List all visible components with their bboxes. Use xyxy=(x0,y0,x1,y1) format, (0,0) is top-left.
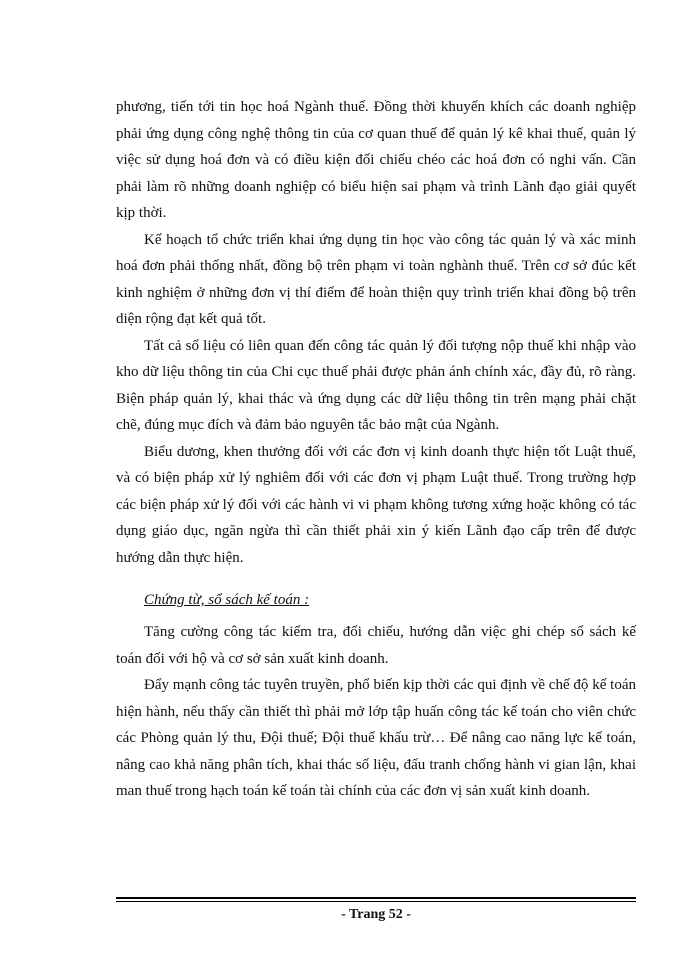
page-number: - Trang 52 - xyxy=(341,907,411,922)
paragraph-accounting-training: Đẩy mạnh công tác tuyên truyền, phổ biến kịp thời các qui định về chế độ kế toán hiện hành, nếu thấy cần thiết thì phải mở lớp tập huấn công tác kế toán cho viên chức các Phòng quản lý thu, Đội thuế; Đội thuế khấu trừ… Để nâng cao năng lực kế toán, nâng cao khả năng phân tích, khai thác số liệu, đấu tranh chống hành vi gian lận, khai man thuế trong hạch toán kế toán tài chính của các đơn vị sản xuất kinh doanh. xyxy=(116,677,636,799)
page-body xyxy=(116,94,636,805)
footer-rule-thin xyxy=(116,901,636,902)
paragraph-commendation: Biểu dương, khen thưởng đối với các đơn vị kinh doanh thực hiện tốt Luật thuế, và có biện pháp xử lý nghiêm đối với các đơn vị phạm Luật thuế. Trong trường hợp các biện pháp xử lý đối với các hành vi vi phạm không tương xứng hoặc không có tác dụng giáo dục, ngăn ngừa thì cần thiết phải xin ý kiến Lãnh đạo cấp trên để được hướng dẫn thực hiện. xyxy=(116,443,636,566)
footer-rule xyxy=(116,897,636,899)
section-spacer xyxy=(116,571,636,587)
paragraph-data-accuracy: Tất cả số liệu có liên quan đến công tác quản lý đối tượng nộp thuế khi nhập vào kho dữ liệu thông tin của Chi cục thuế phải được phản ánh chính xác, đầy đủ, rõ ràng. Biện pháp quản lý, khai thác và ứng dụng các dữ liệu thông tin trên mạng phải chặt chẽ, đúng mục đích và đảm bảo nguyên tắc bảo mật của Ngành. xyxy=(116,337,636,433)
section-heading: Chứng từ, sổ sách kế toán : xyxy=(144,592,310,608)
paragraph-accounting-check: Tăng cường công tác kiểm tra, đối chiếu, hướng dẫn việc ghi chép sổ sách kế toán đối với hộ và cơ sở sản xuất kinh doanh. xyxy=(116,624,636,667)
paragraph-continued: phương, tiến tới tin học hoá Ngành thuế. Đồng thời khuyến khích các doanh nghiệp phải ứng dụng công nghệ thông tin của cơ quan thuế để quản lý kê khai thuế, quản lý việc sử dụng hoá đơn và có điều kiện đối chiếu chéo các hoá đơn có nghi vấn. Cần phải làm rõ những doanh nghiệp có biểu hiện sai phạm và trình Lãnh đạo giải quyết kịp thời. xyxy=(116,99,636,221)
paragraph-it-plan: Kế hoạch tổ chức triển khai ứng dụng tin học vào công tác quản lý và xác minh hoá đơn phải thống nhất, đồng bộ trên phạm vi toàn nghành thuế. Trên cơ sở đúc kết kinh nghiệm ở những đơn vị thí điểm để hoàn thiện quy trình triển khai đồng bộ trên diện rộng đạt kết quả tốt. xyxy=(116,231,636,327)
